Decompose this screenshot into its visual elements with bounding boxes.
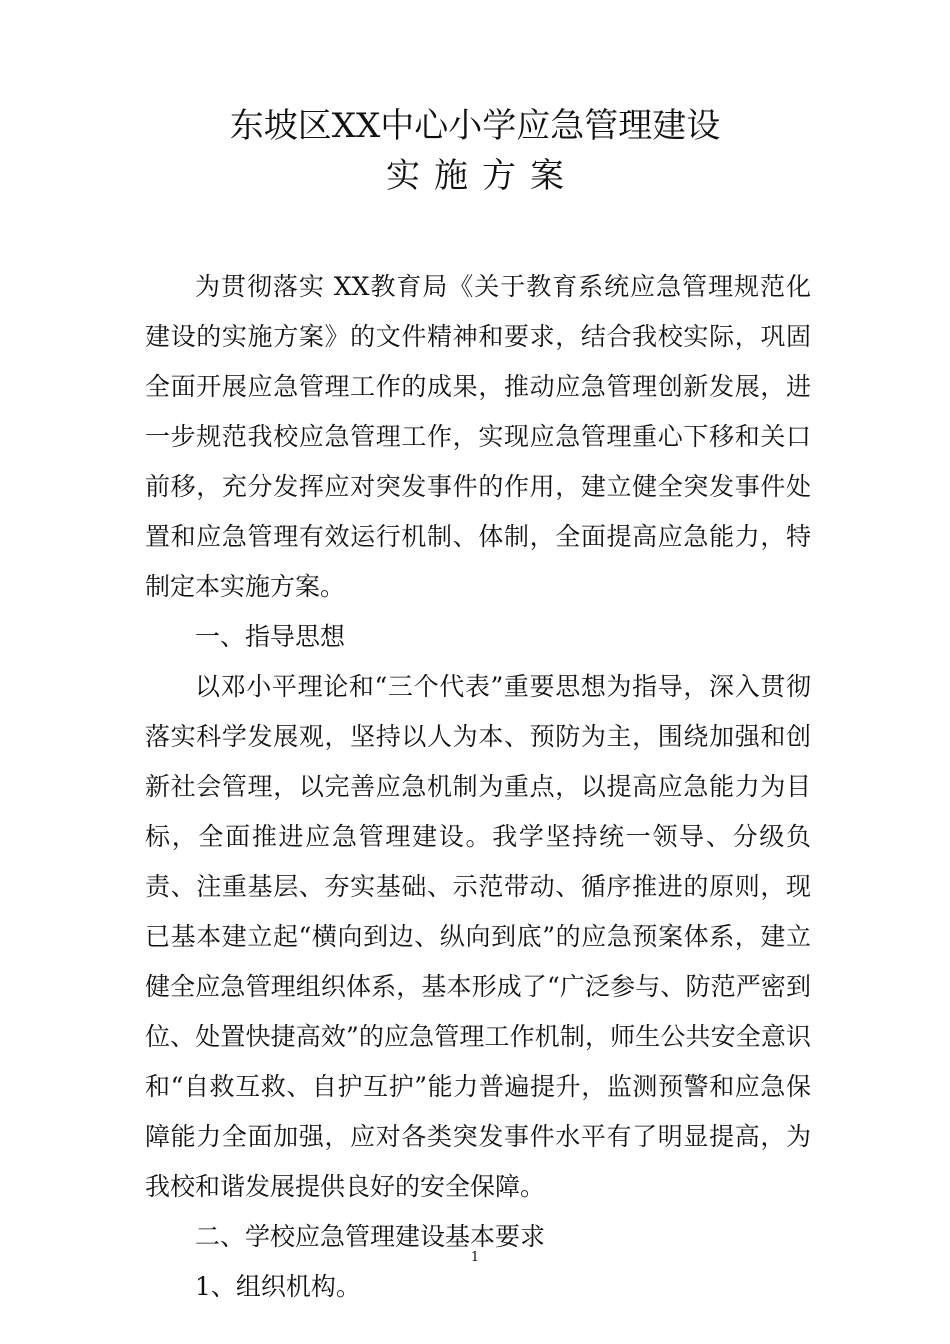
document-title: 东坡区XX中心小学应急管理建设 — [229, 106, 721, 146]
document-body — [145, 262, 811, 1312]
page-number: 1 — [470, 1250, 480, 1265]
section-heading-guiding-ideology: 一、指导思想 — [195, 622, 346, 651]
subsection-heading-organization: 1、组织机构。 — [195, 1272, 361, 1301]
intro-paragraph: 为贯彻落实 XX教育局《关于教育系统应急管理规范化建设的实施方案》的文件精神和要求，结合我校实际，巩固全面开展应急管理工作的成果，推动应急管理创新发展，进一步规范我校应急管理工作，实现应急管理重心下移和关口前移，充分发挥应对突发事件的作用，建立健全突发事件处置和应急管理有效运行机制、体制，全面提高应急能力，特制定本实施方案。 — [145, 272, 811, 601]
document-subtitle: 实施方案 — [386, 156, 578, 196]
section-heading-basic-requirements: 二、学校应急管理建设基本要求 — [195, 1222, 546, 1251]
guiding-ideology-paragraph: 以邓小平理论和“三个代表”重要思想为指导，深入贯彻落实科学发展观，坚持以人为本、预防为主，围绕加强和创新社会管理，以完善应急机制为重点，以提高应急能力为目标，全面推进应急管理建设。我学坚持统一领导、分级负责、注重基层、夯实基础、示范带动、循序推进的原则，现已基本建立起“横向到边、纵向到底”的应急预案体系，建立健全应急管理组织体系，基本形成了“广泛参与、防范严密到位、处置快捷高效”的应急管理工作机制，师生公共安全意识和“自救互救、自护互护”能力普遍提升，监测预警和应急保障能力全面加强，应对各类突发事件水平有了明显提高，为我校和谐发展提供良好的安全保障。 — [145, 672, 811, 1201]
